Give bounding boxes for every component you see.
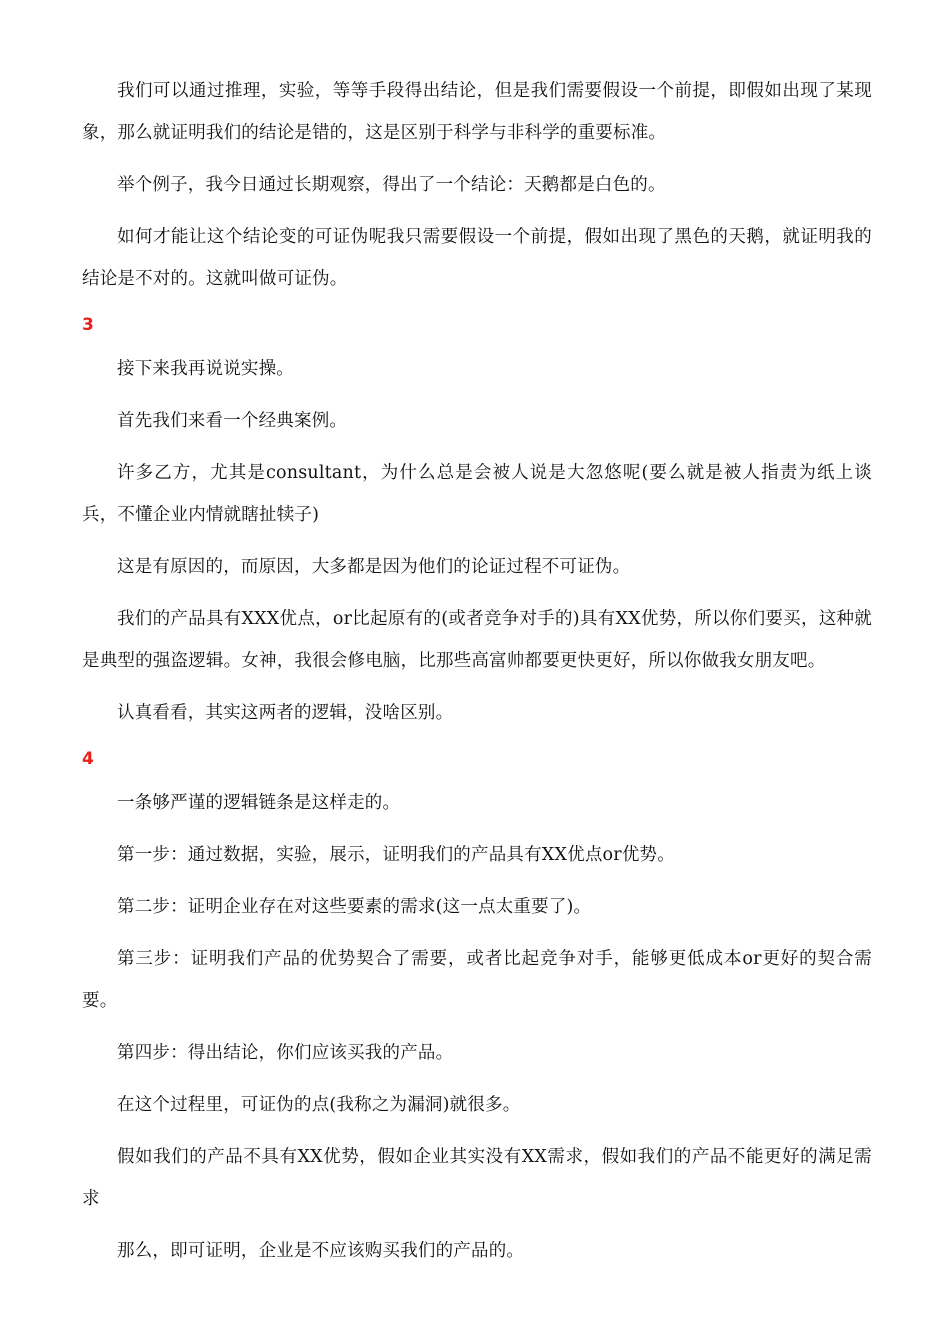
paragraph: 首先我们来看一个经典案例。 <box>117 411 348 431</box>
section-heading-3: 3 <box>82 315 94 335</box>
paragraph: 第一步：通过数据，实验，展示，证明我们的产品具有XX优点or优势。 <box>117 845 675 865</box>
paragraph: 我们的产品具有XXX优点，or比起原有的(或者竞争对手的)具有XX优势，所以你们要买，这种就是典型的强盗逻辑。女神，我很会修电脑，比那些高富帅都要更快更好，所以你做我女朋友吧。 <box>82 609 872 671</box>
paragraph: 我们可以通过推理，实验，等等手段得出结论，但是我们需要假设一个前提，即假如出现了某现象，那么就证明我们的结论是错的，这是区别于科学与非科学的重要标准。 <box>82 81 872 143</box>
paragraph: 认真看看，其实这两者的逻辑，没啥区别。 <box>117 703 454 723</box>
paragraph: 那么，即可证明，企业是不应该购买我们的产品的。 <box>117 1241 525 1261</box>
paragraph: 这是有原因的，而原因，大多都是因为他们的论证过程不可证伪。 <box>117 557 631 577</box>
paragraph: 举个例子，我今日通过长期观察，得出了一个结论：天鹅都是白色的。 <box>117 175 666 195</box>
paragraph: 接下来我再说说实操。 <box>117 359 294 379</box>
paragraph: 许多乙方，尤其是consultant，为什么总是会被人说是大忽悠呢(要么就是被人指责为纸上谈兵，不懂企业内情就瞎扯犊子) <box>82 463 872 525</box>
paragraph: 如何才能让这个结论变的可证伪呢我只需要假设一个前提，假如出现了黑色的天鹅，就证明我的结论是不对的。这就叫做可证伪。 <box>82 227 872 289</box>
section-heading-4: 4 <box>82 749 94 769</box>
paragraph: 假如我们的产品不具有XX优势，假如企业其实没有XX需求，假如我们的产品不能更好的满足需求 <box>82 1147 872 1209</box>
paragraph: 在这个过程里，可证伪的点(我称之为漏洞)就很多。 <box>117 1095 521 1115</box>
paragraph: 一条够严谨的逻辑链条是这样走的。 <box>117 793 401 813</box>
document-page <box>82 70 872 1282</box>
paragraph: 第四步：得出结论，你们应该买我的产品。 <box>117 1043 454 1063</box>
paragraph: 第三步：证明我们产品的优势契合了需要，或者比起竞争对手，能够更低成本or更好的契合需要。 <box>82 949 872 1011</box>
paragraph: 第二步：证明企业存在对这些要素的需求(这一点太重要了)。 <box>117 897 592 917</box>
